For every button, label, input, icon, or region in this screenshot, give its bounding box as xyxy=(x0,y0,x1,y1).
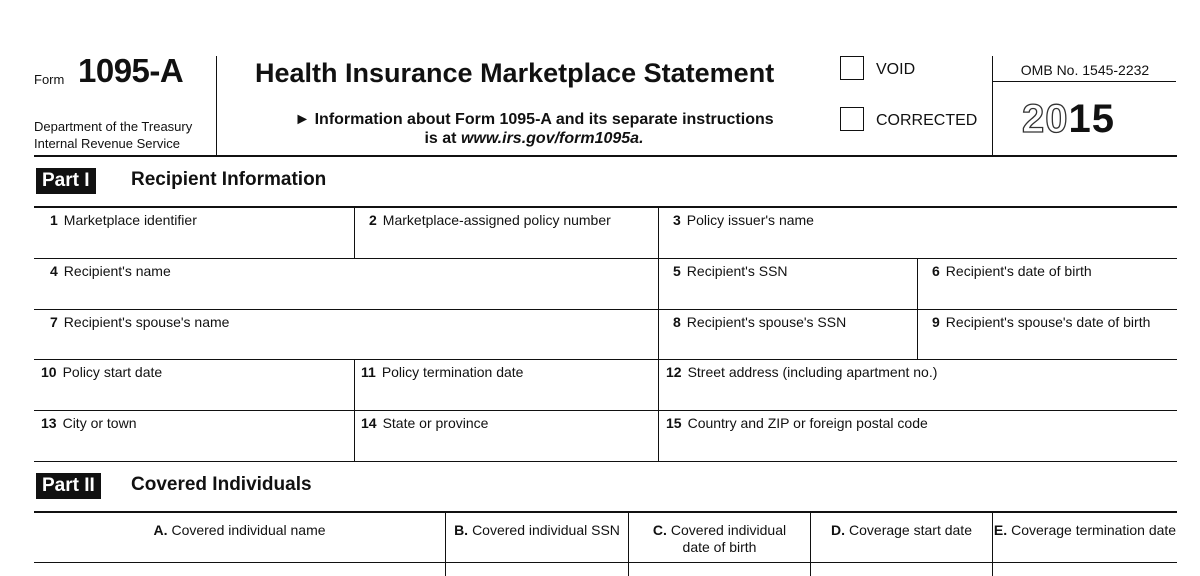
column-label: Coverage termination date xyxy=(1011,522,1177,538)
part1-top-rule xyxy=(34,206,1177,208)
field-number: 11 xyxy=(361,364,376,380)
field-number: 4 xyxy=(50,263,58,279)
part2-title: Covered Individuals xyxy=(131,474,312,495)
row-rule-2 xyxy=(34,309,1177,310)
field-number: 1 xyxy=(50,212,58,228)
tax-year-suffix: 15 xyxy=(1068,97,1115,141)
field-number: 2 xyxy=(369,212,377,228)
field-10-policy-start-date[interactable] xyxy=(41,364,162,380)
row-rule-4 xyxy=(34,410,1177,411)
col-rule-r1a xyxy=(354,207,355,259)
field-6-recipient-dob[interactable] xyxy=(932,263,1092,279)
field-label: Recipient's spouse's name xyxy=(63,314,230,330)
void-label: VOID xyxy=(876,61,916,78)
instructions-line-2 xyxy=(218,129,850,148)
column-label: Covered individual name xyxy=(171,522,326,538)
field-label: Policy start date xyxy=(62,364,163,380)
column-letter: C. xyxy=(652,522,667,538)
field-label: Country and ZIP or foreign postal code xyxy=(687,415,928,431)
tax-year-prefix: 20 xyxy=(1022,97,1069,141)
part1-badge: Part I xyxy=(36,168,96,194)
col-rule-main xyxy=(658,207,659,462)
form-number: 1095-A xyxy=(78,52,184,89)
field-number: 9 xyxy=(932,314,940,330)
column-letter: B. xyxy=(454,522,469,538)
part2-top-rule xyxy=(34,511,1177,513)
field-label: Street address (including apartment no.) xyxy=(687,364,938,380)
field-13-city[interactable] xyxy=(41,415,137,431)
field-label: Recipient's spouse's SSN xyxy=(686,314,847,330)
instructions-line-1: ► Information about Form 1095-A and its separate instructions xyxy=(294,111,774,128)
column-label: Coverage start date xyxy=(849,522,972,538)
col-rule-r4r5 xyxy=(354,360,355,462)
instructions-is-at: is at xyxy=(424,130,461,147)
col-rule-r2r3 xyxy=(917,259,918,360)
field-label: Recipient's date of birth xyxy=(945,263,1092,279)
department-name: Department of the Treasury xyxy=(34,119,193,134)
corrected-label: CORRECTED xyxy=(876,112,978,129)
form-title: Health Insurance Marketplace Statement xyxy=(255,58,775,88)
omb-underline xyxy=(993,81,1176,82)
tax-year xyxy=(1022,97,1115,142)
field-14-state[interactable] xyxy=(361,415,488,431)
field-9-spouse-dob[interactable] xyxy=(932,314,1150,330)
field-label: Marketplace identifier xyxy=(63,212,197,228)
field-label: City or town xyxy=(62,415,137,431)
column-label: Covered individual xyxy=(670,522,787,538)
field-number: 5 xyxy=(673,263,681,279)
field-5-recipient-ssn[interactable] xyxy=(673,263,788,279)
field-number: 13 xyxy=(41,415,57,431)
header-bottom-rule xyxy=(34,155,1177,157)
part1-title: Recipient Information xyxy=(131,169,327,190)
field-7-spouse-name[interactable] xyxy=(50,314,229,330)
field-number: 14 xyxy=(361,415,377,431)
field-2-policy-number[interactable] xyxy=(369,212,611,228)
field-8-spouse-ssn[interactable] xyxy=(673,314,846,330)
part2-badge: Part II xyxy=(36,473,101,499)
row-rule-3 xyxy=(34,359,1177,360)
form-word: Form xyxy=(34,72,65,87)
field-15-country-zip[interactable] xyxy=(666,415,928,431)
field-number: 7 xyxy=(50,314,58,330)
field-12-street-address[interactable] xyxy=(666,364,937,380)
corrected-checkbox[interactable] xyxy=(840,107,864,131)
service-name: Internal Revenue Service xyxy=(34,136,180,151)
field-4-recipient-name[interactable] xyxy=(50,263,171,279)
field-number: 10 xyxy=(41,364,57,380)
row-rule-1 xyxy=(34,258,1177,259)
field-11-policy-termination-date[interactable] xyxy=(361,364,523,380)
row-rule-5 xyxy=(34,461,1177,462)
field-3-policy-issuer-name[interactable] xyxy=(673,212,814,228)
field-number: 15 xyxy=(666,415,682,431)
field-1-marketplace-identifier[interactable] xyxy=(50,212,197,228)
field-label: Recipient's SSN xyxy=(686,263,788,279)
column-label: Covered individual SSN xyxy=(472,522,620,538)
column-b-header xyxy=(446,522,628,539)
void-checkbox[interactable] xyxy=(840,56,864,80)
agency-block xyxy=(34,118,192,152)
field-label: Marketplace-assigned policy number xyxy=(382,212,611,228)
field-label: Policy termination date xyxy=(381,364,524,380)
column-e-header xyxy=(993,522,1177,539)
omb-number: OMB No. 1545-2232 xyxy=(1020,62,1150,78)
field-number: 6 xyxy=(932,263,940,279)
instructions-note xyxy=(218,110,850,148)
column-label-line-2: date of birth xyxy=(682,539,757,555)
field-label: Recipient's name xyxy=(63,263,171,279)
part2-header-rule xyxy=(34,562,1177,563)
header-divider-right xyxy=(992,56,993,156)
column-c-header xyxy=(629,522,810,556)
column-a-header xyxy=(34,522,445,539)
column-letter: D. xyxy=(831,522,846,538)
field-label: Policy issuer's name xyxy=(686,212,814,228)
field-number: 12 xyxy=(666,364,682,380)
column-d-header xyxy=(811,522,992,539)
instructions-url[interactable]: www.irs.gov/form1095a. xyxy=(460,130,644,147)
field-label: Recipient's spouse's date of birth xyxy=(945,314,1151,330)
field-label: State or province xyxy=(382,415,489,431)
header-divider-left xyxy=(216,56,217,156)
column-letter: A. xyxy=(153,522,168,538)
field-number: 3 xyxy=(673,212,681,228)
field-number: 8 xyxy=(673,314,681,330)
column-letter: E. xyxy=(993,522,1008,538)
